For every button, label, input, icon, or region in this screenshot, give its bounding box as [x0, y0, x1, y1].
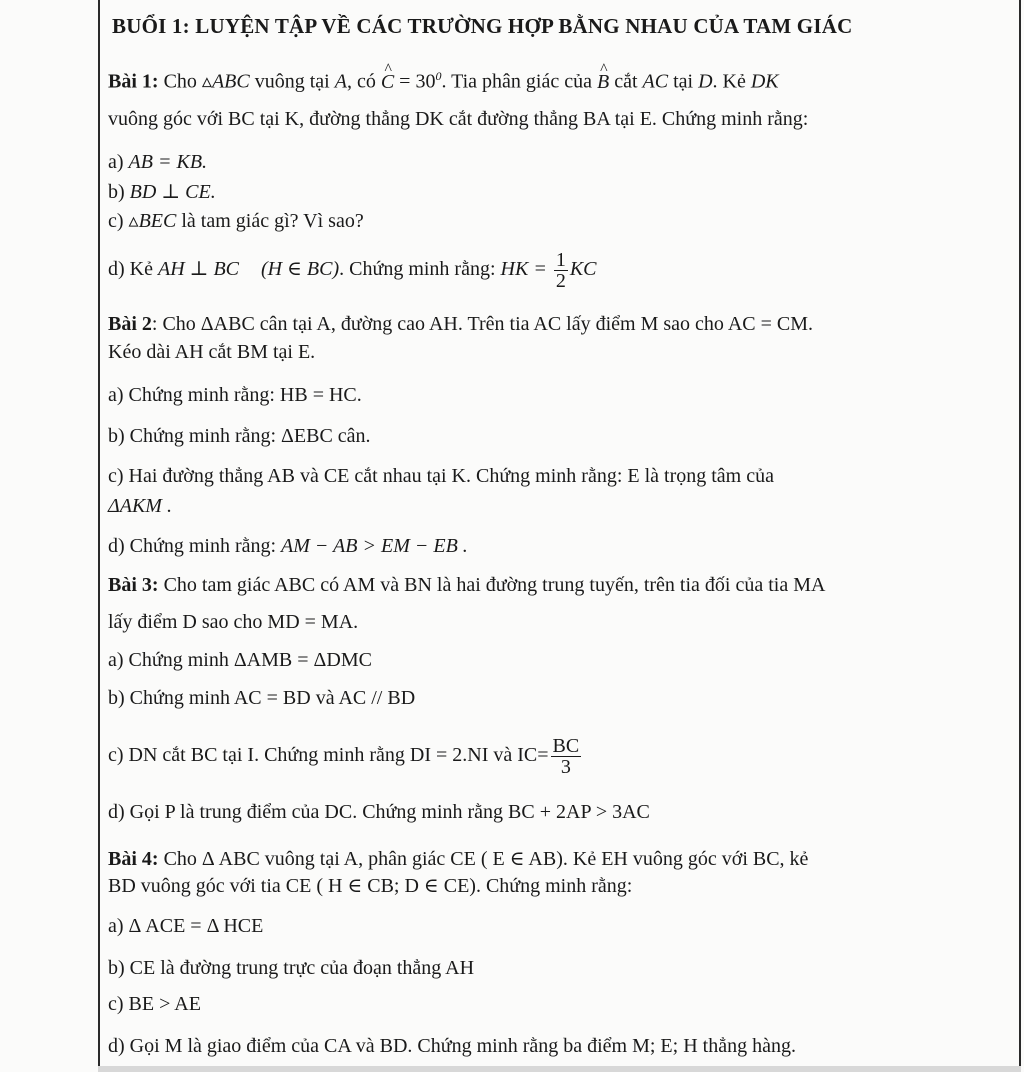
- bottom-strip: [98, 1066, 1021, 1072]
- text: vuông tại: [249, 70, 335, 93]
- bai4-item-d: d) Gọi M là giao điểm của CA và BD. Chứng minh rằng ba điểm M; E; H thẳng hàng.: [108, 1035, 796, 1057]
- bai4-item-a: a) Δ ACE = Δ HCE: [108, 915, 264, 937]
- bai2-line2: Kéo dài AH cắt BM tại E.: [108, 341, 316, 363]
- math-angle-c: ^ C: [381, 70, 394, 94]
- degree-mark: 0: [435, 69, 442, 83]
- fraction-numerator: BC: [552, 735, 580, 757]
- fraction-half: [554, 250, 568, 291]
- bai2-label: Bài 2: [108, 313, 152, 335]
- bai3-item-d: d) Gọi P là trung điểm của DC. Chứng minh rằng BC + 2AP > 3AC: [108, 801, 650, 823]
- item-label: b): [108, 181, 130, 203]
- bai3-line2: lấy điểm D sao cho MD = MA.: [108, 611, 359, 633]
- math-expr: ▵BEC: [128, 210, 177, 232]
- bai1-item-d: [108, 250, 597, 291]
- math-expr: HK =: [500, 258, 552, 281]
- bai2-item-a: a) Chứng minh rằng: HB = HC.: [108, 384, 362, 406]
- fraction-bc-3: [551, 736, 582, 777]
- math-expr: AH ⊥ BC: [157, 258, 240, 281]
- text: Cho Δ ABC vuông tại A, phân giác CE ( E ∈ AB). Kẻ EH vuông góc với BC, kẻ: [158, 848, 809, 870]
- bai3-item-c: [108, 736, 583, 777]
- text: Cho: [158, 70, 202, 93]
- bai1-line2: vuông góc với BC tại K, đường thẳng DK cắt đường thẳng BA tại E. Chứng minh rằng:: [108, 108, 809, 130]
- math-expr: AB = KB.: [128, 151, 208, 173]
- text: . Kẻ: [712, 70, 751, 93]
- bai3-label: Bài 3:: [108, 574, 159, 596]
- bai2-item-b: b) Chứng minh rằng: ΔEBC cân.: [108, 425, 371, 447]
- math-expr: KC: [569, 258, 597, 281]
- text: d) Chứng minh rằng:: [108, 535, 282, 557]
- bai4-item-c: c) BE > AE: [108, 993, 201, 1015]
- bai4-line1: [108, 847, 808, 871]
- fraction-denominator: 3: [560, 756, 571, 778]
- text: cắt: [609, 70, 643, 93]
- bai1-line1: [108, 64, 779, 94]
- text: tại: [668, 70, 699, 93]
- bai3-item-a: a) Chứng minh ΔAMB = ΔDMC: [108, 649, 372, 671]
- bai3-item-b: b) Chứng minh AC = BD và AC // BD: [108, 687, 416, 709]
- bai1-item-b: [108, 180, 216, 204]
- math-expr: (H ∈ BC): [261, 258, 340, 281]
- page-border-right: [1019, 0, 1021, 1072]
- bai4-line2: BD vuông góc với tia CE ( H ∈ CB; D ∈ CE). Chứng minh rằng:: [108, 875, 633, 897]
- math-angle-b: ^ B: [597, 70, 609, 94]
- math-expr: BD ⊥ CE.: [129, 181, 216, 203]
- bai3-line1: [108, 573, 825, 597]
- fraction-denominator: 2: [555, 270, 566, 292]
- text: = 30: [394, 70, 436, 93]
- text: . Tia phân giác của: [441, 70, 597, 93]
- bai1-item-c: [108, 209, 364, 233]
- fraction-numerator: 1: [555, 249, 566, 271]
- math-triangle: ▵ABC: [201, 70, 250, 93]
- text: . Chứng minh rằng:: [339, 258, 501, 281]
- math-expr: AM − AB > EM − EB .: [281, 535, 468, 557]
- bai2-line1: [108, 312, 813, 336]
- math-point: A: [334, 70, 347, 93]
- bai4-item-b: b) CE là đường trung trực của đoạn thẳng AH: [108, 957, 475, 979]
- bai2-item-c1: c) Hai đường thẳng AB và CE cắt nhau tại K. Chứng minh rằng: E là trọng tâm của: [108, 465, 774, 487]
- text: là tam giác gì? Vì sao?: [176, 210, 364, 232]
- bai1-label: Bài 1:: [108, 70, 159, 93]
- item-label: d) Kẻ: [108, 258, 158, 281]
- text: , có: [346, 70, 381, 93]
- text: : Cho ΔABC cân tại A, đường cao AH. Trên tia AC lấy điểm M sao cho AC = CM.: [151, 313, 814, 335]
- item-label: c): [108, 210, 129, 232]
- item-label: a): [108, 151, 129, 173]
- bai2-item-d: [108, 534, 468, 558]
- bai2-item-c2: ΔAKM .: [108, 495, 172, 517]
- bai1-item-a: [108, 150, 207, 174]
- math-segment: AC: [642, 70, 669, 93]
- math-segment: DK: [750, 70, 779, 93]
- bai4-label: Bài 4:: [108, 848, 159, 870]
- page-border-left: [98, 0, 100, 1072]
- page-title: BUỔI 1: LUYỆN TẬP VỀ CÁC TRƯỜNG HỢP BẰNG NHAU CỦA TAM GIÁC: [112, 14, 853, 38]
- text: c) DN cắt BC tại I. Chứng minh rằng DI = 2.NI và IC=: [108, 744, 549, 767]
- math-point: D: [698, 70, 713, 93]
- text: Cho tam giác ABC có AM và BN là hai đường trung tuyến, trên tia đối của tia MA: [158, 574, 826, 596]
